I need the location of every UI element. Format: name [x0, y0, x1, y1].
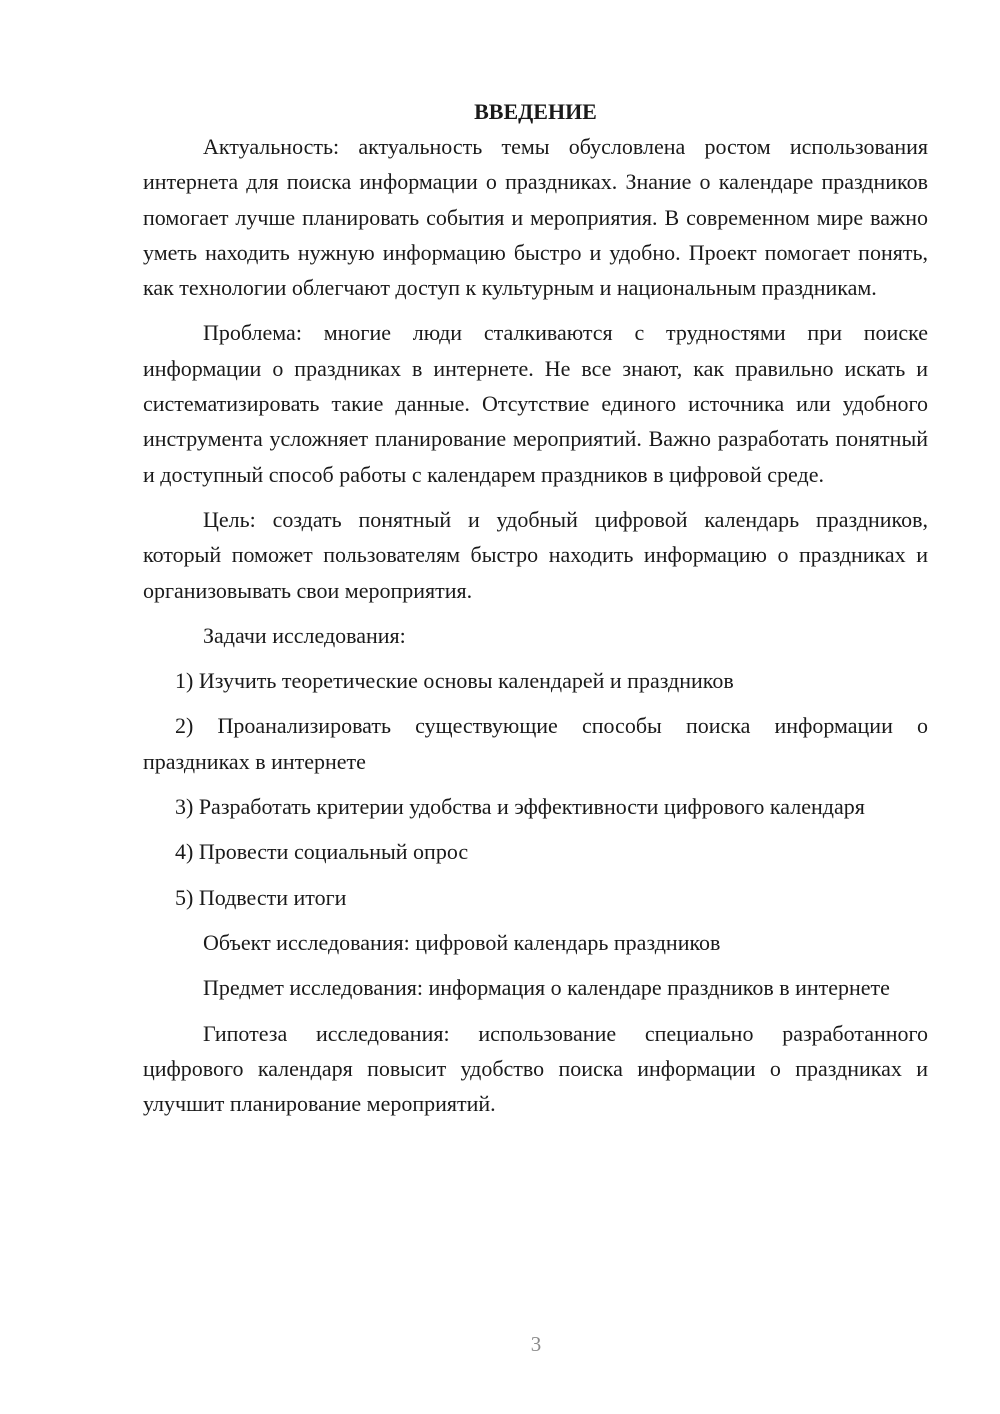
- page-content: [143, 94, 928, 1121]
- paragraph-problem: Проблема: многие люди сталкиваются с трудностями при поиске информации о праздниках в интернете. Не все знают, как правильно искать и систематизировать такие данные. Отсутствие единого источника или удобного инструмента усложняет планирование мероприятий. Важно разработать понятный и доступный способ работы с календарем праздников в цифровой среде.: [143, 320, 928, 487]
- paragraph-object: Объект исследования: цифровой календарь праздников: [203, 929, 721, 955]
- paragraph-relevance: Актуальность: актуальность темы обусловлена ростом использования интернета для поиска информации о праздниках. Знание о календаре праздников помогает лучше планировать события и мероприятия. В современном мире важно уметь находить нужную информацию быстро и удобно. Проект помогает понять, как технологии облегчают доступ к культурным и национальным праздникам.: [143, 134, 928, 301]
- page-number: 3: [530, 1332, 542, 1356]
- task-item-1: 1) Изучить теоретические основы календарей и праздников: [175, 668, 734, 694]
- paragraph-goal: Цель: создать понятный и удобный цифровой календарь праздников, который поможет пользователям быстро находить информацию о праздниках и организовывать свои мероприятия.: [143, 506, 928, 603]
- section-heading: ВВЕДЕНИЕ: [474, 99, 597, 124]
- task-item-5: 5) Подвести итоги: [175, 884, 347, 910]
- task-item-2: 2) Проанализировать существующие способы поиска информации о праздниках в интернете: [143, 713, 928, 774]
- task-item-3: 3) Разработать критерии удобства и эффективности цифрового календаря: [175, 794, 865, 820]
- task-item-4: 4) Провести социальный опрос: [175, 839, 469, 865]
- paragraph-hypothesis: Гипотеза исследования: использование специально разработанного цифрового календаря повысит удобство поиска информации о праздниках и улучшит планирование мероприятий.: [143, 1020, 928, 1117]
- paragraph-subject: Предмет исследования: информация о календаре праздников в интернете: [203, 975, 890, 1001]
- tasks-title: Задачи исследования:: [203, 622, 406, 648]
